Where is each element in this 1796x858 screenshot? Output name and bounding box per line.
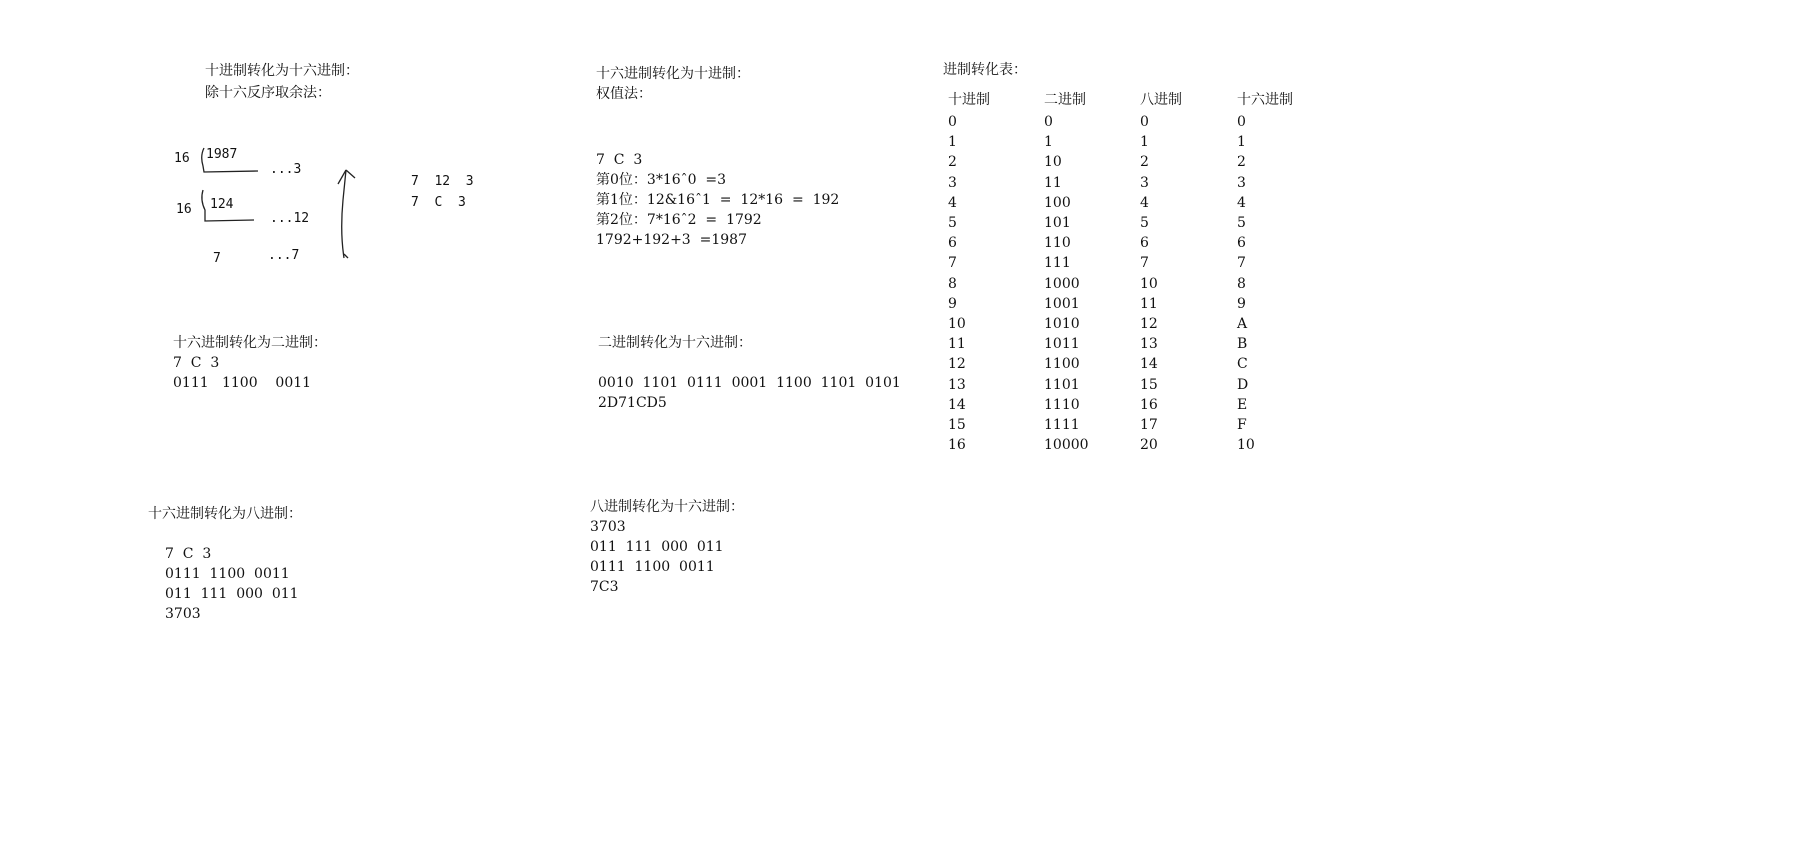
cell-binary: 11 xyxy=(1044,174,1062,191)
cell-decimal: 8 xyxy=(948,275,957,292)
cell-octal: 4 xyxy=(1140,194,1149,211)
hex-to-oct-line: 0111 1100 0011 xyxy=(165,566,290,582)
dec-to-hex-result-1: 7 12 3 xyxy=(411,174,474,189)
hex-to-bin-line: 0111 1100 0011 xyxy=(173,375,312,391)
dec-to-hex-title: 十进制转化为十六进制： xyxy=(205,63,359,79)
dividend-2: 124 xyxy=(210,197,234,212)
cell-octal: 6 xyxy=(1140,235,1149,252)
hex-to-dec-line: 7 C 3 xyxy=(596,152,643,168)
cell-binary: 0 xyxy=(1044,114,1053,130)
cell-octal: 2 xyxy=(1140,154,1149,171)
hex-to-dec-line: 第0位：3*16ˆ0 =3 xyxy=(596,172,727,188)
cell-binary: 1000 xyxy=(1044,275,1080,292)
hex-to-oct-line: 011 111 000 011 xyxy=(165,586,299,602)
cell-hex: 3 xyxy=(1237,174,1246,191)
cell-binary: 1010 xyxy=(1044,316,1080,332)
section-oct-to-hex xyxy=(590,497,744,597)
hex-to-dec-line: 1792+192+3 =1987 xyxy=(596,232,747,248)
cell-octal: 17 xyxy=(1140,417,1158,433)
divisor-1: 16 xyxy=(174,151,190,166)
cell-hex: 10 xyxy=(1237,437,1255,454)
cell-hex: 0 xyxy=(1237,114,1246,130)
cell-binary: 1011 xyxy=(1044,336,1080,353)
cell-hex: 7 xyxy=(1237,255,1246,272)
cell-hex: 1 xyxy=(1237,134,1246,151)
dec-to-hex-method: 除十六反序取余法： xyxy=(205,85,331,101)
oct-to-hex-line: 0111 1100 0011 xyxy=(590,559,715,575)
cell-hex: 6 xyxy=(1237,235,1246,252)
cell-octal: 3 xyxy=(1140,174,1149,191)
cell-decimal: 5 xyxy=(948,215,957,231)
cell-octal: 10 xyxy=(1140,275,1158,292)
dec-to-hex-result-2: 7 C 3 xyxy=(411,195,466,210)
cell-decimal: 14 xyxy=(948,396,966,413)
cell-binary: 1001 xyxy=(1044,295,1080,312)
cell-decimal: 16 xyxy=(948,437,966,454)
cell-octal: 1 xyxy=(1140,134,1149,151)
oct-to-hex-title: 八进制转化为十六进制： xyxy=(590,499,744,515)
bin-to-hex-line: 0010 1101 0111 0001 1100 1101 0101 xyxy=(598,375,901,391)
hex-to-bin-line: 7 C 3 xyxy=(173,355,220,371)
cell-decimal: 12 xyxy=(948,356,966,373)
hex-to-dec-line: 第1位：12&16ˆ1 = 12*16 = 192 xyxy=(596,192,840,208)
hex-to-oct-lines xyxy=(165,544,299,624)
header-binary: 二进制 xyxy=(1044,92,1086,108)
hex-to-dec-title: 十六进制转化为十进制： xyxy=(596,66,750,82)
cell-hex: 8 xyxy=(1237,275,1246,292)
hex-to-oct-title: 十六进制转化为八进制： xyxy=(148,506,302,522)
hex-to-oct-line: 3703 xyxy=(165,606,201,622)
arrow-tail xyxy=(344,254,348,258)
cell-binary: 101 xyxy=(1044,215,1071,231)
cell-octal: 11 xyxy=(1140,295,1158,312)
hex-to-dec-line: 第2位：7*16ˆ2 = 1792 xyxy=(596,212,762,228)
cell-decimal: 9 xyxy=(948,295,957,312)
cell-binary: 1110 xyxy=(1044,396,1080,413)
cell-decimal: 13 xyxy=(948,376,966,393)
cell-decimal: 15 xyxy=(948,417,966,433)
cell-decimal: 1 xyxy=(948,134,957,151)
header-decimal: 十进制 xyxy=(948,92,990,108)
cell-hex: 4 xyxy=(1237,194,1246,211)
arrow-head-left xyxy=(338,170,346,184)
cell-binary: 10000 xyxy=(1044,437,1089,454)
reverse-order-arrow xyxy=(342,170,346,258)
cell-decimal: 10 xyxy=(948,316,966,332)
cell-decimal: 6 xyxy=(948,235,957,252)
cell-octal: 12 xyxy=(1140,316,1158,332)
cell-octal: 0 xyxy=(1140,114,1149,130)
cell-octal: 15 xyxy=(1140,376,1158,393)
cell-binary: 1101 xyxy=(1044,376,1080,393)
cell-decimal: 0 xyxy=(948,114,957,130)
cell-binary: 110 xyxy=(1044,235,1071,252)
section-hex-to-bin xyxy=(173,333,327,393)
section-hex-to-dec xyxy=(596,64,839,250)
cell-binary: 1 xyxy=(1044,134,1053,151)
cell-hex: A xyxy=(1237,316,1248,332)
cell-hex: 5 xyxy=(1237,215,1246,231)
cell-hex: 9 xyxy=(1237,295,1246,312)
cell-octal: 7 xyxy=(1140,255,1149,272)
oct-to-hex-line: 011 111 000 011 xyxy=(590,539,724,555)
remainder-2: ...12 xyxy=(270,211,310,226)
bin-to-hex-line: 2D71CD5 xyxy=(598,395,667,411)
cell-decimal: 2 xyxy=(948,154,957,171)
quotient: 7 xyxy=(213,251,221,266)
cell-binary: 1111 xyxy=(1044,417,1080,433)
header-hex: 十六进制 xyxy=(1237,92,1293,108)
remainder-1: ...3 xyxy=(270,162,302,177)
cell-octal: 5 xyxy=(1140,215,1149,231)
cell-binary: 10 xyxy=(1044,154,1062,171)
cell-hex: B xyxy=(1237,336,1248,353)
cell-binary: 111 xyxy=(1044,255,1071,272)
cell-hex: F xyxy=(1237,417,1247,433)
hex-to-oct-line: 7 C 3 xyxy=(165,546,212,562)
oct-to-hex-line: 7C3 xyxy=(590,579,619,595)
oct-to-hex-line: 3703 xyxy=(590,519,626,535)
cell-decimal: 4 xyxy=(948,194,957,211)
dividend-1: 1987 xyxy=(206,147,238,162)
cell-hex: C xyxy=(1237,356,1248,373)
bin-to-hex-title: 二进制转化为十六进制： xyxy=(598,335,752,351)
arrow-head-right xyxy=(346,170,355,178)
section-bin-to-hex xyxy=(598,333,901,413)
divisor-2: 16 xyxy=(176,202,192,217)
cell-binary: 100 xyxy=(1044,194,1071,211)
cell-octal: 14 xyxy=(1140,356,1158,373)
remainder-3: ...7 xyxy=(268,248,300,263)
header-octal: 八进制 xyxy=(1140,92,1182,108)
hex-to-dec-method: 权值法： xyxy=(596,86,652,102)
cell-binary: 1100 xyxy=(1044,356,1080,373)
cell-octal: 16 xyxy=(1140,396,1158,413)
cell-octal: 20 xyxy=(1140,437,1158,454)
cell-decimal: 7 xyxy=(948,255,957,272)
cell-decimal: 3 xyxy=(948,174,957,191)
cell-hex: 2 xyxy=(1237,154,1246,171)
hex-to-bin-title: 十六进制转化为二进制： xyxy=(173,335,327,351)
cell-octal: 13 xyxy=(1140,336,1158,353)
table-title: 进制转化表： xyxy=(943,62,1027,78)
cell-hex: D xyxy=(1237,376,1249,393)
cell-hex: E xyxy=(1237,396,1248,413)
cell-decimal: 11 xyxy=(948,336,966,353)
